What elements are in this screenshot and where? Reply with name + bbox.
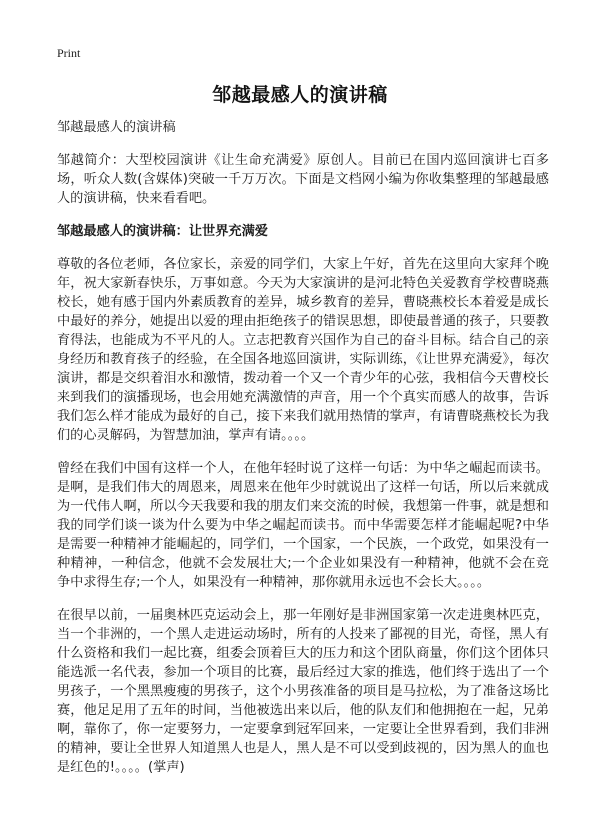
article-subtitle: 邹越最感人的演讲稿: [57, 120, 176, 135]
intro-paragraph: 邹越简介：大型校园演讲《让生命充满爱》原创人。目前已在国内巡回演讲七百多场，听众人数(含媒体)突破一千万万次。下面是文档网小编为你收集整理的邹越最感人的演讲稿，快来看看吧。: [57, 153, 549, 206]
print-link[interactable]: Print: [57, 46, 81, 60]
body-paragraph-3: 在很早以前，一届奥林匹克运动会上，那一年刚好是非洲国家第一次走进奥林匹克，当一个非洲的，一个黑人走进运动场时，所有的人投来了鄙视的目光，奇怪，黑人有什么资格和我们一起比赛，组委会顶着巨大的压力和这个团队商量，你们这个团体只能选派一名代表，参加一个项目的比赛，最后经过大家的推选，他们终于选出了一个男孩子，一个黑黑瘦瘦的男孩子，这个小男孩准备的项目是马拉松，为了准备这场比赛，他足足用了五年的时间，当他被选出来以后，他的队友们和他拥抱在一起，兄弟啊，靠你了，你一定要努力，一定要拿到冠军回来，一定要让全世界看到，我们非洲的精神，要让全世界人知道黑人也是人，黑人是不可以受到歧视的，因为黑人的血也是红色的!。。。。(掌声): [57, 608, 549, 775]
body-paragraph-1: 尊敬的各位老师，各位家长，亲爱的同学们，大家上午好，首先在这里向大家拜个晚年，祝大家新春快乐，万事如意。今天为大家演讲的是河北特色关爱教育学校曹晓燕校长，她有感于国内外素质教育的差异，城乡教育的差异，曹晓燕校长本着爱是成长中最好的养分，她提出以爱的理由拒绝孩子的错误思想，即使最普通的孩子，只要教育得法，也能成为不平凡的人。立志把教育兴国作为自己的奋斗目标。结合自己的亲身经历和教育孩子的经验，在全国各地巡回演讲，实际训练，《让世界充满爱》，每次演讲，都是交织着泪水和激情，拨动着一个又一个青少年的心弦，我相信今天曹校长来到我们的演播现场，也会用她充满激情的声音，用一个个真实而感人的故事，告诉我们怎么样才能成为最好的自己，接下来我们就用热情的掌声，有请曹晓燕校长为我们的心灵解码，为智慧加油，掌声有请。。。。: [57, 257, 549, 443]
document-title: 邹越最感人的演讲稿: [212, 84, 388, 106]
article-body: [57, 118, 549, 791]
section-heading: 邹越最感人的演讲稿：让世界充满爱: [57, 224, 268, 239]
body-paragraph-2: 曾经在我们中国有这样一个人，在他年轻时说了这样一句话：为中华之崛起而读书。是啊，是我们伟大的周恩来，周恩来在他年少时就说出了这样一句话，所以后来就成为一代伟人啊，所以今天我要和我的朋友们来交流的时候，我想第一件事，就是想和我的同学们谈一谈为什么要为中华之崛起而读书。而中华需要怎样才能崛起呢?中华是需要一种精神才能崛起的，同学们，一个国家，一个民族，一个政党，如果没有一种精神，一种信念，他就不会发展壮大;一个企业如果没有一种精神，他就不会在竞争中求得生存;一个人，如果没有一种精神，那你就用永远也不会长大。。。。: [57, 461, 549, 590]
